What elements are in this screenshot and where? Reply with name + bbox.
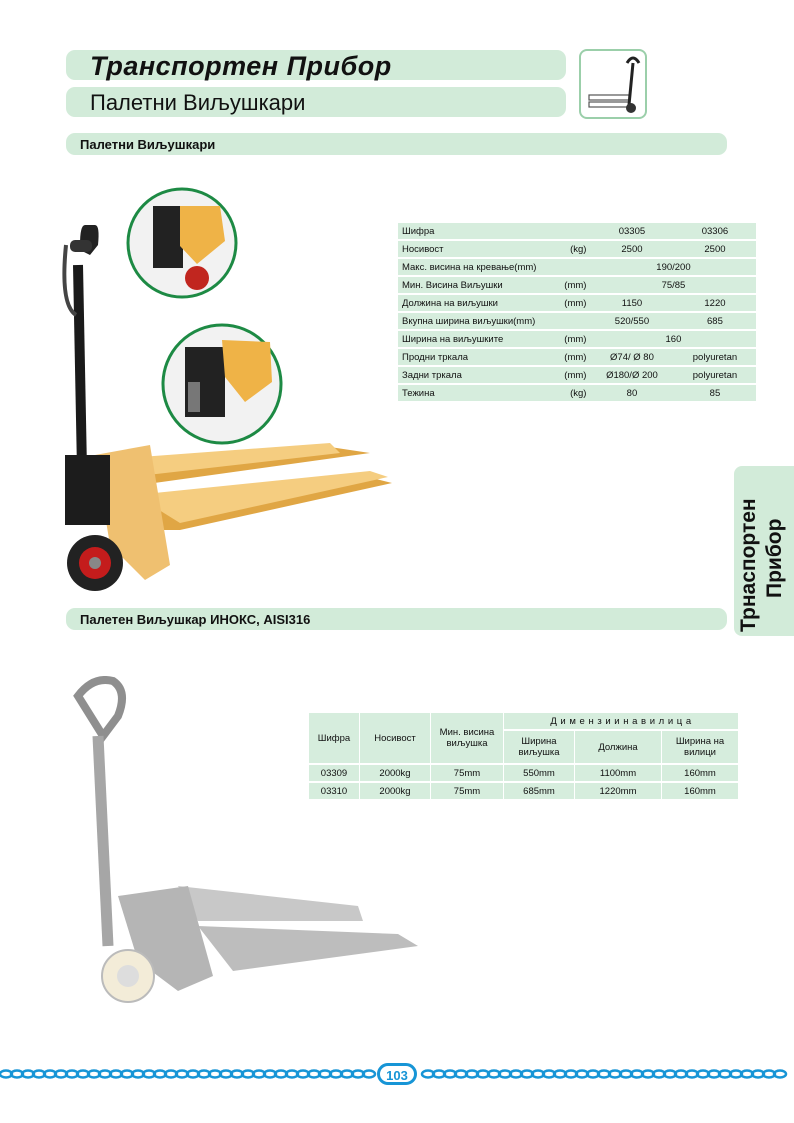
table-cell: 03310 [309,783,359,799]
inox-spec-table [308,711,739,801]
table-row [309,783,738,799]
section-title: Палетни Виљушкари [80,137,216,152]
spec-label: Должина на виљушки [398,295,540,311]
spec-label: Мин. Висина Виљушки [398,277,540,293]
page-subtitle-band [66,87,566,117]
table-cell: 550mm [504,765,574,781]
spec-label: Носивост [398,241,540,257]
side-tab-line2: Прибор [763,518,786,598]
spec-value: 685 [673,313,756,329]
section-header-inox-pallet-truck [66,608,727,630]
spec-label: Продни тркала [398,349,540,365]
spec-value: polyuretan [673,349,756,365]
spec-unit [540,259,590,275]
spec-value: Ø180/Ø 200 [590,367,673,383]
spec-value: 190/200 [590,259,756,275]
table-cell: 03309 [309,765,359,781]
spec-label: Вкупна ширина виљушки(mm) [398,313,540,329]
spec-row [398,277,756,293]
table-cell: 2000kg [360,765,430,781]
spec-row [398,367,756,383]
spec-unit [540,223,590,239]
spec-value: 2500 [673,241,756,257]
page-number: 103 [386,1068,408,1083]
spec-unit: (mm) [540,367,590,383]
column-header: Носивост [360,713,430,763]
table-cell: 1220mm [575,783,661,799]
spec-row [398,385,756,401]
spec-unit: (kg) [540,241,590,257]
spec-value: 2500 [590,241,673,257]
hydraulic-pump-detail-image [125,186,240,301]
pallet-truck-spec-table [398,221,756,403]
table-cell: 1100mm [575,765,661,781]
spec-label: Ширина на виљушките [398,331,540,347]
spec-unit: (mm) [540,295,590,311]
spec-row [398,295,756,311]
column-header: Ширина виљушка [504,731,574,763]
spec-label: Задни тркала [398,367,540,383]
pallet-truck-thumbnail [579,49,647,119]
side-category-tab [734,466,794,636]
column-header: Должина [575,731,661,763]
table-cell: 2000kg [360,783,430,799]
page-title: Транспортен Прибор [90,51,392,81]
side-tab-line1: Трнаспортен [737,498,760,632]
spec-row [398,223,756,239]
column-header: Шифра [309,713,359,763]
spec-value: 85 [673,385,756,401]
spec-value: 80 [590,385,673,401]
page-number-badge [377,1063,417,1085]
lifting-mechanism-detail-image [160,322,285,447]
spec-row [398,349,756,365]
spec-row [398,313,756,329]
column-header: Ширина на вилици [662,731,738,763]
section-title: Палетен Виљушкар ИНОКС, AISI316 [80,612,311,627]
table-cell: 685mm [504,783,574,799]
spec-value: 1150 [590,295,673,311]
spec-unit: (kg) [540,385,590,401]
table-cell: 160mm [662,783,738,799]
page-title-band [66,50,566,80]
spec-value: Ø74/ Ø 80 [590,349,673,365]
spec-unit: (mm) [540,331,590,347]
spec-unit [540,313,590,329]
spec-label: Шифра [398,223,540,239]
page-subtitle: Палетни Виљушкари [90,90,306,115]
column-header: Мин. висина виљушка [431,713,503,763]
spec-unit: (mm) [540,277,590,293]
spec-unit: (mm) [540,349,590,365]
table-cell: 75mm [431,783,503,799]
table-cell: 75mm [431,765,503,781]
table-row [309,765,738,781]
spec-row [398,241,756,257]
spec-value: 75/85 [590,277,756,293]
spec-value: 1220 [673,295,756,311]
section-header-pallet-trucks [66,133,727,155]
table-cell: 160mm [662,765,738,781]
spec-label: Макс. висина на кревање(mm) [398,259,540,275]
spec-row [398,331,756,347]
column-group-header: Д и м е н з и и н а в и л и ц а [504,713,738,729]
spec-value: 160 [590,331,756,347]
spec-value: 520/550 [590,313,673,329]
spec-value: 03306 [673,223,756,239]
spec-value: 03305 [590,223,673,239]
spec-value: polyuretan [673,367,756,383]
spec-label: Тежина [398,385,540,401]
spec-row [398,259,756,275]
